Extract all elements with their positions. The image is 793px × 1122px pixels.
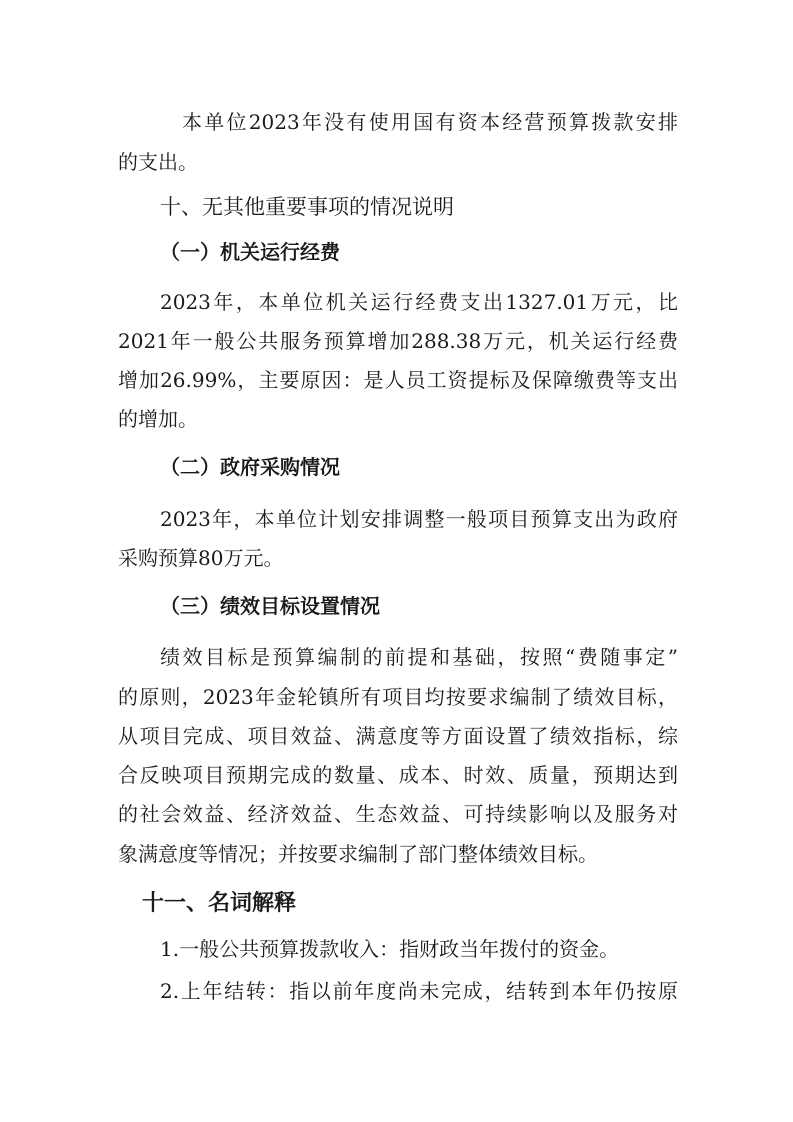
paragraph-line: 1.一般公共预算拨款收入：指财政当年拨付的资金。 — [160, 937, 620, 961]
paragraph-line: 增加26.99%，主要原因：是人员工资提标及保障缴费等支出 — [118, 368, 678, 392]
paragraph-line: 本单位2023年没有使用国有资本经营预算拨款安排 — [182, 110, 678, 134]
paragraph-line: 象满意度等情况；并按要求编制了部门整体绩效目标。 — [118, 842, 598, 866]
paragraph-line: 2021年一般公共服务预算增加288.38万元，机关运行经费 — [118, 329, 678, 353]
paragraph-line: 的支出。 — [118, 150, 198, 174]
paragraph-line: 采购预算80万元。 — [118, 546, 284, 570]
paragraph-line: 2023年，本单位计划安排调整一般项目预算支出为政府 — [160, 507, 678, 531]
section-heading: 十、无其他重要事项的情况说明 — [160, 195, 454, 219]
subsection-heading: （三）绩效目标设置情况 — [160, 594, 380, 618]
paragraph-line: 从项目完成、项目效益、满意度等方面设置了绩效指标，综 — [118, 724, 678, 748]
subsection-heading: （二）政府采购情况 — [160, 455, 340, 479]
paragraph-line: 合反映项目预期完成的数量、成本、时效、质量，预期达到 — [118, 763, 678, 787]
paragraph-line: 2.上年结转：指以前年度尚未完成，结转到本年仍按原 — [160, 979, 678, 1003]
paragraph-line: 的增加。 — [118, 407, 198, 431]
section-heading: 十一、名词解释 — [142, 891, 297, 916]
subsection-heading: （一）机关运行经费 — [160, 240, 340, 264]
paragraph-line: 的原则，2023年金轮镇所有项目均按要求编制了绩效目标， — [118, 685, 678, 709]
paragraph-line: 的社会效益、经济效益、生态效益、可持续影响以及服务对 — [118, 802, 678, 826]
paragraph-line: 绩效目标是预算编制的前提和基础，按照“费随事定” — [160, 645, 678, 669]
paragraph-line: 2023年，本单位机关运行经费支出1327.01万元，比 — [160, 290, 678, 314]
